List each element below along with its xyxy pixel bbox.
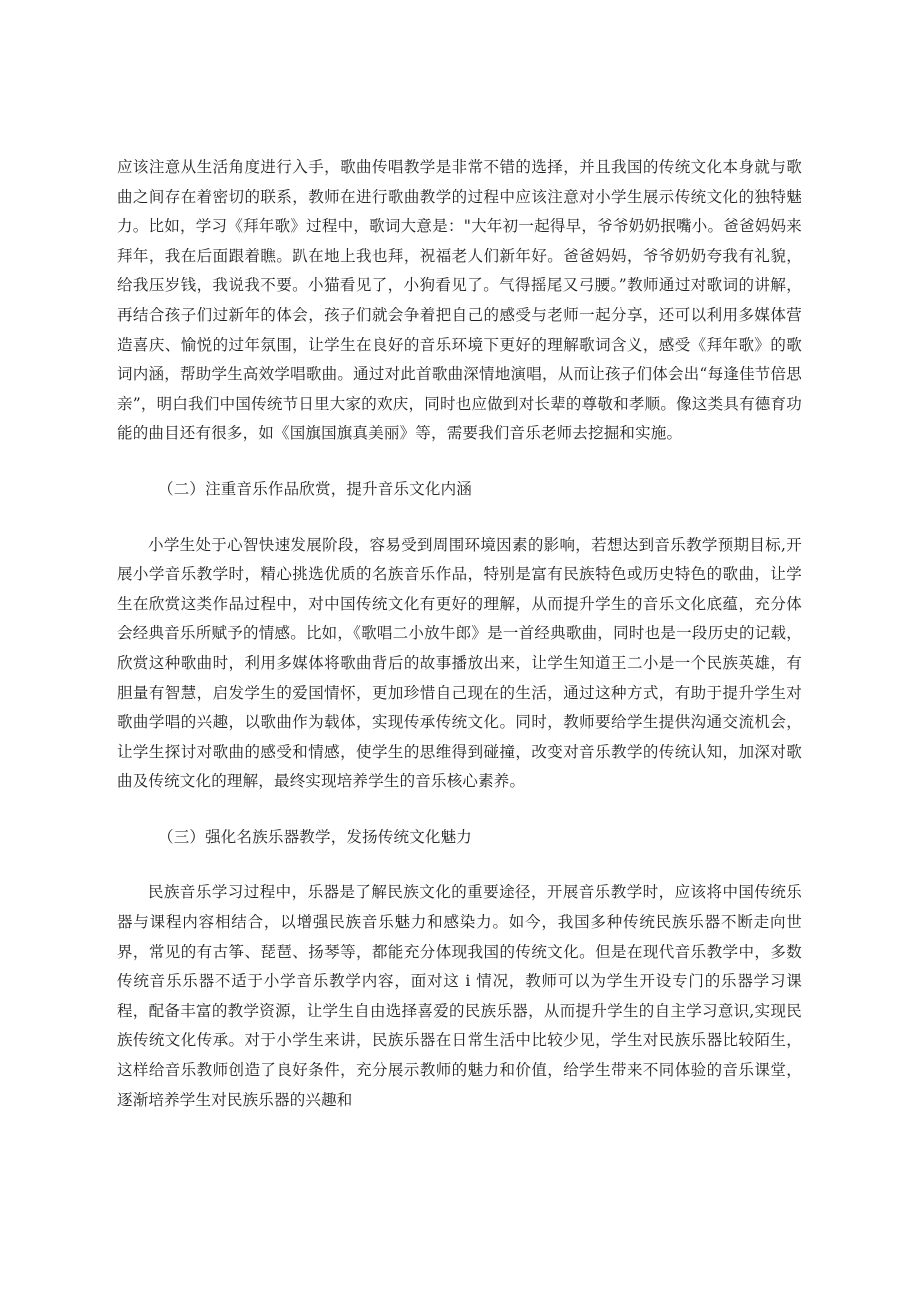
document-body	[117, 153, 802, 1115]
paragraph-instrument-teaching: 民族音乐学习过程中，乐器是了解民族文化的重要途径，开展音乐教学时，应该将中国传统乐器与课程内容相结合，以增强民族音乐魅力和感染力。如今，我国多种传统民族乐器不断走向世界，常见的有古筝、琵琶、扬琴等，都能充分体现我国的传统文化。但是在现代音乐教学中，多数传统音乐乐器不适于小学音乐教学内容，面对这 i 情况，教师可以为学生开设专门的乐器学习课程，配备丰富的教学资源，让学生自由选择喜爱的民族乐器，从而提升学生的自主学习意识,实现民族传统文化传承。对于小学生来讲，民族乐器在日常生活中比较少见，学生对民族乐器比较陌生，这样给音乐教师创造了良好条件，充分展示教师的魅力和价值，给学生带来不同体验的音乐课堂，逐渐培养学生对民族乐器的兴趣和	[117, 883, 802, 1109]
paragraph-music-appreciation: 小学生处于心智快速发展阶段，容易受到周围环境因素的影响，若想达到音乐教学预期目标,开展小学音乐教学时，精心挑选优质的名族音乐作品，特别是富有民族特色或历史特色的歌曲，让学生在欣赏这类作品过程中，对中国传统文化有更好的理解，从而提升学生的音乐文化底蕴，充分体会经典音乐所赋予的情感。比如，《歌唱二小放牛郎》是一首经典歌曲，同时也是一段历史的记载，欣赏这种歌曲时，利用多媒体将歌曲背后的故事播放出来，让学生知道王二小是一个民族英雄，有胆量有智慧，启发学生的爱国情怀，更加珍惜自己现在的生活，通过这种方式，有助于提升学生对歌曲学唱的兴趣，以歌曲作为载体，实现传承传统文化。同时，教师要给学生提供沟通交流机会，让学生探讨对歌曲的感受和情感，使学生的思维得到碰撞，改变对音乐教学的传统认知，加深对歌曲及传统文化的理解，最终实现培养学生的音乐核心素养。	[117, 535, 802, 791]
section-heading-2: （二）注重音乐作品欣赏，提升音乐文化内涵	[158, 479, 473, 498]
paragraph-song-teaching: 应该注意从生活角度进行入手，歌曲传唱教学是非常不错的选择，并且我国的传统文化本身就与歌曲之间存在着密切的联系，教师在进行歌曲教学的过程中应该注意对小学生展示传统文化的独特魅力。比如，学习《拜年歌》过程中，歌词大意是："大年初一起得早，爷爷奶奶抿嘴小。爸爸妈妈来拜年，我在后面跟着瞧。趴在地上我也拜，祝福老人们新年好。爸爸妈妈，爷爷奶奶夸我有礼貌，给我压岁钱，我说我不要。小猫看见了，小狗看见了。气得摇尾又弓腰。”教师通过对歌词的讲解，再结合孩子们过新年的体会，孩子们就会争着把自己的感受与老师一起分享，还可以利用多媒体营造喜庆、愉悦的过年氛围，让学生在良好的音乐环境下更好的理解歌词含义，感受《拜年歌》的歌词内涵，帮助学生高效学唱歌曲。通过对此首歌曲深情地演唱，从而让孩子们体会出“每逢佳节倍思亲”，明白我们中国传统节日里大家的欢庆，同时也应做到对长辈的尊敬和孝顺。像这类具有德育功能的曲目还有很多，如《国旗国旗真美丽》等，需要我们音乐老师去挖掘和实施。	[117, 158, 802, 443]
section-heading-3: （三）强化名族乐器教学，发扬传统文化魅力	[158, 827, 473, 846]
